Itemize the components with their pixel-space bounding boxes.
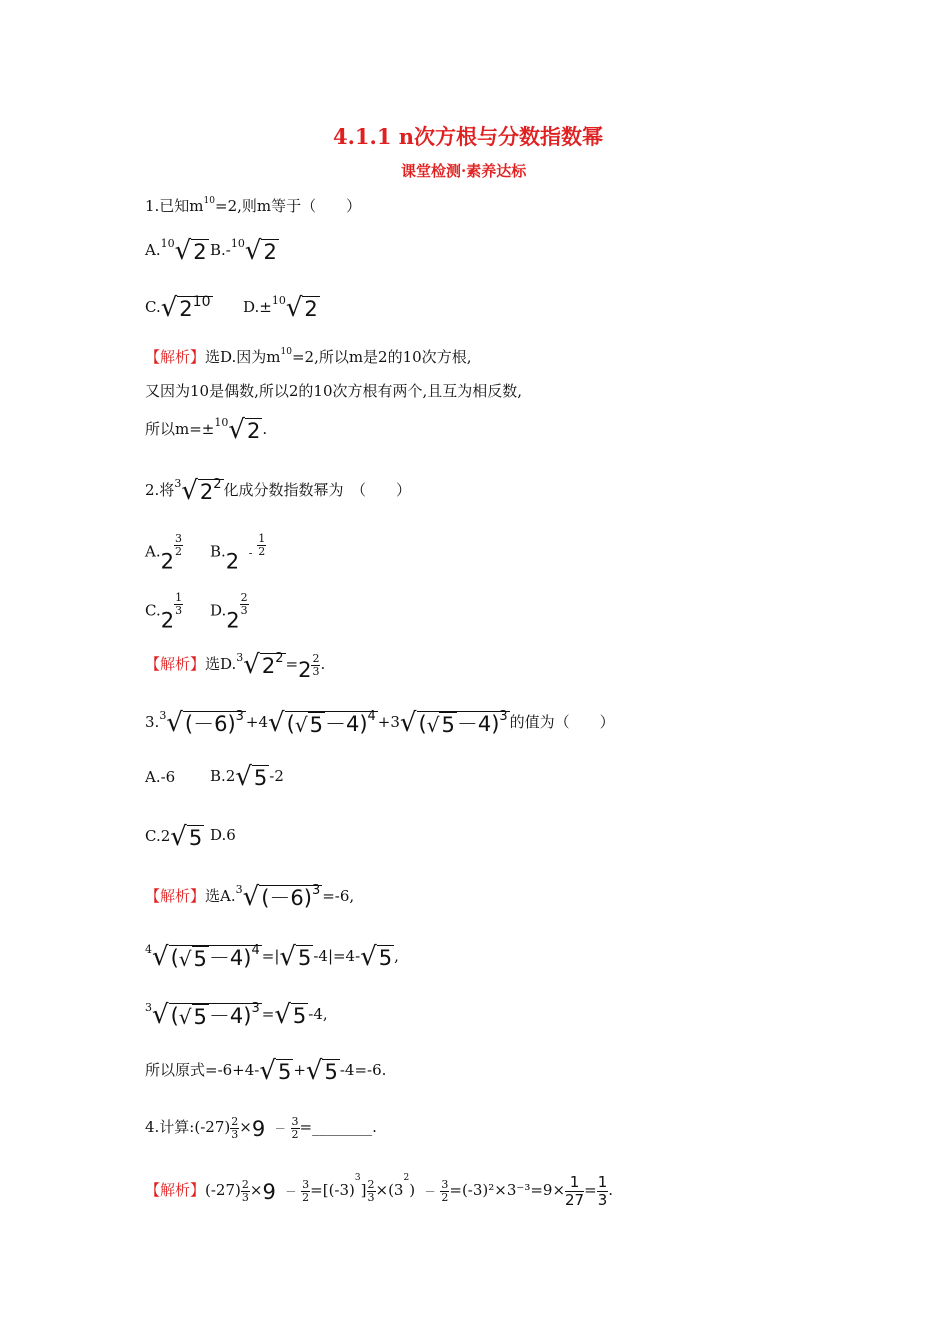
radical-sign: √ (244, 236, 262, 266)
q1-option-d[interactable]: D.±$^{10}$√2 (243, 293, 318, 323)
radical-sign: √ (243, 650, 260, 680)
radical-sign: √ (170, 822, 187, 852)
radical-sign: √ (235, 762, 252, 792)
q3-analysis-line3: $^3√(√5-4)^3 =√5$ -4, (145, 1000, 328, 1030)
q3-analysis-line4: 所以原式=-6+4-√5 +√5 -4=-6. (145, 1056, 387, 1086)
radical-sign: √ (228, 415, 245, 445)
q4-analysis: 【解析】(-27) $\frac{2}{3}$ ×9 － $\frac{3}{2}$ $=[(-3)^3]$ $\frac{2}{3}$ $\times(3^2)$ － $\frac{3}{2}$ =(-3)²×3⁻³=9× $\frac{1}{27}=$ $\frac{1}{3}$. (145, 1173, 614, 1209)
radical-sign: √ (181, 476, 198, 506)
q1-option-c[interactable]: $C.√2^{10}$ (145, 293, 211, 323)
q2-analysis: 【解析】选$D.^3√2^2 =2$ $\frac{2}{3}$ . (145, 650, 326, 682)
q3-option-c[interactable]: C.2√5 (145, 822, 203, 852)
radical-sign: √ (178, 1004, 192, 1029)
radical-sign: √ (160, 293, 178, 323)
q2-option-a[interactable]: A.2 $\frac{3}{2}$ (145, 532, 182, 574)
q1-analysis-line1: 【解析】选D.因为$m^{10}=2$,所以m是2的10次方根, (145, 347, 472, 366)
radical-sign: √ (152, 1000, 169, 1030)
page-title: 4.1.1 n次方根与分数指数幂 (333, 124, 604, 149)
radical-sign: √ (274, 1000, 291, 1030)
radical-sign: √ (294, 712, 308, 737)
q4-stem: 4.计算:(-27) $\frac{2}{3}$ ×9 － $\frac{3}{2}$ =________. (145, 1115, 377, 1142)
radical-sign: √ (360, 942, 377, 972)
radical-sign: √ (166, 708, 183, 738)
q3-stem: $3.^3√(-6)^3 +4√(√5-4)^4 +3√(√5-4)^3$ 的值为（ ） (145, 708, 615, 738)
q3-option-a[interactable]: A.-6 (145, 768, 176, 786)
q1-option-a[interactable]: A.$^{10}$√2 (145, 236, 207, 266)
radical-sign: √ (242, 882, 260, 912)
q1-analysis-line3: 所以m=±$^{10}$√2 . (145, 415, 268, 445)
q2-option-b[interactable]: B.2 - $\frac{1}{2}$ (210, 532, 266, 574)
q1-analysis-line2: 又因为10是偶数,所以2的10次方根有两个,且互为相反数, (145, 382, 523, 400)
analysis-tag: 【解析】 (145, 348, 206, 366)
radical-sign: √ (259, 1056, 276, 1086)
q3-option-d[interactable]: D.6 (210, 826, 236, 844)
radical-sign: √ (305, 1056, 323, 1086)
q1-stem: 1.已知$m^{10}=2$,则m等于（ ） (145, 196, 362, 215)
q1-option-b[interactable]: B.-$^{10}$√2 (210, 236, 277, 266)
radical-sign: √ (152, 942, 169, 972)
q2-option-c[interactable]: C.2 $\frac{1}{3}$ (145, 591, 183, 633)
radical-sign: √ (268, 708, 285, 738)
radical-sign: √ (399, 708, 417, 738)
q4-answer-blank[interactable]: =________. (299, 1118, 377, 1137)
q3-analysis-line1: 【解析】选$A.^3√(-6)^3 =-6$, (145, 882, 355, 912)
radical-sign: √ (279, 942, 296, 972)
radical-sign: √ (174, 236, 192, 266)
q2-option-d[interactable]: D.2 $\frac{2}{3}$ (210, 591, 248, 633)
q3-option-b[interactable]: B.2√5 -2 (210, 762, 284, 792)
radical-sign: √ (285, 293, 303, 323)
page-subtitle: 课堂检测·素养达标 (401, 162, 527, 180)
q2-stem: 2.将$^3√2^2$ 化成分数指数幂为 （ ） (145, 476, 412, 506)
q3-analysis-line2: $^4√(√5-4)^4 =|√5$ -4|=4-√5 , (145, 942, 399, 972)
radical-sign: √ (178, 946, 192, 971)
radical-sign: √ (426, 712, 440, 737)
